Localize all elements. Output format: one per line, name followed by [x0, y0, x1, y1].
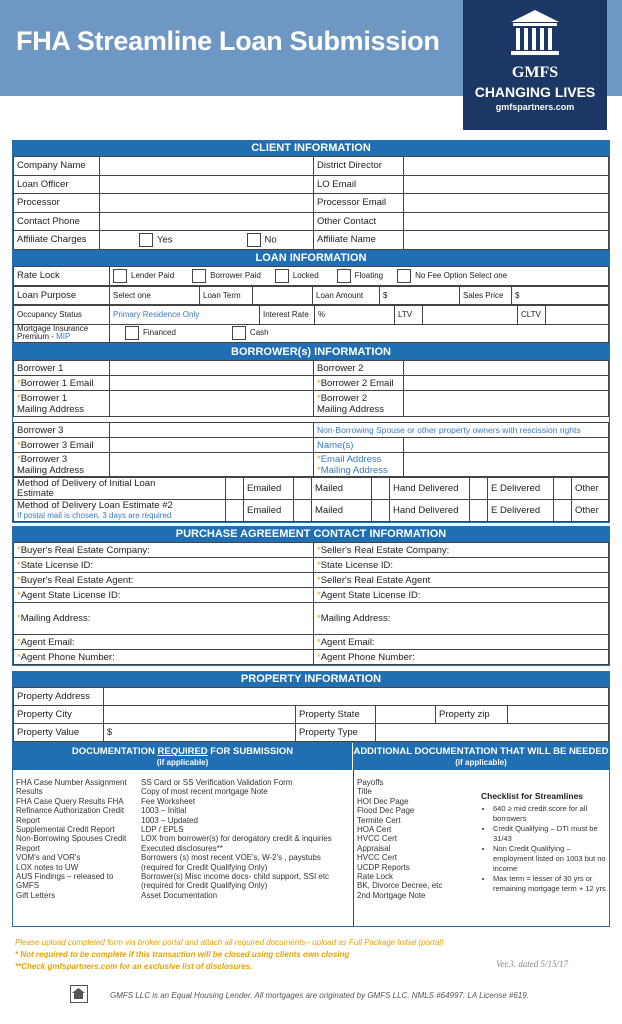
- b2-field[interactable]: [404, 361, 609, 376]
- non-borrowing-label: Non-Borrowing Spouse or other property owners with rescission rights: [314, 423, 609, 438]
- doc-item: FHA Case Query Results FHA: [16, 796, 124, 806]
- doc-item: Borrower(s) Misc income docs- child support, SSI etc: [141, 872, 330, 882]
- doc-item: GMFS: [16, 881, 40, 891]
- d2-edelivered-checkbox[interactable]: [470, 500, 488, 522]
- company-name-label: Company Name: [14, 157, 100, 176]
- floating-label: Floating: [354, 270, 384, 280]
- d2-emailed-checkbox[interactable]: [226, 500, 244, 522]
- docs-section: [12, 742, 610, 927]
- docs-additional-title: ADDITIONAL DOCUMENTATION THAT WILL BE NEEDED (if applicable): [353, 746, 609, 767]
- doc-item: VOM's and VOR's: [16, 853, 81, 863]
- delivery1-label: Method of Delivery of Initial Loan Estimate: [14, 478, 226, 500]
- borrower-section: [12, 344, 610, 523]
- doc-item: Report: [16, 843, 41, 853]
- b3-mail-field[interactable]: [110, 453, 314, 477]
- no-label: No: [264, 234, 277, 246]
- lo-email-label: LO Email: [314, 175, 404, 194]
- lender-paid-checkbox[interactable]: [113, 269, 127, 283]
- ltv-label: LTV: [395, 306, 423, 325]
- doc-item: Copy of most recent mortgage Note: [141, 787, 268, 797]
- property-section: [12, 671, 610, 743]
- doc-item: Rate Lock: [357, 872, 394, 882]
- property-value-label: Property Value: [14, 724, 104, 742]
- names-label: Name(s): [314, 438, 404, 453]
- affiliate-name-field[interactable]: [404, 231, 609, 250]
- district-director-field[interactable]: [404, 157, 609, 176]
- doc-item: 2nd Mortgage Note: [357, 890, 426, 900]
- b1-mail-label: *Borrower 1 Mailing Address: [14, 391, 110, 417]
- loan-amount-field[interactable]: $: [380, 286, 460, 305]
- b1-field[interactable]: [110, 361, 314, 376]
- docs-col3: [357, 778, 467, 900]
- property-state-label: Property State: [296, 706, 376, 724]
- processor-label: Processor: [14, 194, 100, 213]
- no-fee-label: No Fee Option: [415, 270, 468, 280]
- b3-email-label: *Borrower 3 Email: [14, 438, 110, 453]
- seller-agent-phone[interactable]: *Agent Phone Number:: [314, 650, 609, 665]
- docs-required-title: DOCUMENTATION REQUIRED FOR SUBMISSION (if applicable): [13, 743, 353, 770]
- b2-mail-label: *Borrower 2 Mailing Address: [314, 391, 404, 417]
- yes-checkbox[interactable]: [139, 233, 153, 247]
- doc-item: Report: [16, 815, 41, 825]
- processor-field[interactable]: [100, 194, 314, 213]
- cash-checkbox[interactable]: [232, 326, 246, 340]
- property-value-field[interactable]: $: [104, 724, 296, 742]
- seller-state-license[interactable]: *State License ID:: [314, 558, 609, 573]
- property-zip-label: Property zip: [436, 706, 508, 724]
- d2-other-checkbox[interactable]: [554, 500, 572, 522]
- doc-item: Borrowers (s) most recent VOE's, W-2's , paystubs: [141, 853, 321, 863]
- processor-email-field[interactable]: [404, 194, 609, 213]
- d2-mailed-label: Mailed: [312, 500, 372, 522]
- b3-mail-label: *Borrower 3 Mailing Address: [14, 453, 110, 477]
- d2-mailed-checkbox[interactable]: [294, 500, 312, 522]
- occupancy-select[interactable]: Primary Residence Only: [110, 306, 260, 325]
- doc-item: Non-Borrowing Spouses Credit: [16, 834, 127, 844]
- d1-emailed-checkbox[interactable]: [226, 478, 244, 500]
- borrower-paid-checkbox[interactable]: [192, 269, 206, 283]
- doc-item: HVCC Cert: [357, 834, 398, 844]
- logo-url: gmfspartners.com: [495, 102, 575, 112]
- borrower-paid-label: Borrower Paid: [210, 270, 261, 280]
- logo-name: GMFS: [511, 64, 559, 81]
- contact-phone-label: Contact Phone: [14, 212, 100, 231]
- floating-checkbox[interactable]: [337, 269, 351, 283]
- seller-agent[interactable]: *Seller's Real Estate Agent: [314, 573, 609, 588]
- names-field[interactable]: [404, 438, 609, 453]
- d1-other-label: Other: [572, 478, 609, 500]
- buyer-company[interactable]: *Buyer's Real Estate Company:: [14, 543, 314, 558]
- d2-edelivered-label: E Delivered: [488, 500, 554, 522]
- checklist-item: • 640 ≥ mid credit score for all borrowers: [493, 804, 606, 824]
- buyer-agent-email[interactable]: *Agent Email:: [14, 635, 314, 650]
- affiliate-charges-label: Affiliate Charges: [14, 231, 100, 250]
- property-city-field[interactable]: [104, 706, 296, 724]
- property-city-label: Property City: [14, 706, 104, 724]
- doc-item: (required for Credit Qualifying Only): [141, 881, 268, 891]
- doc-item: HOA Cert: [357, 825, 392, 835]
- locked-label: Locked: [292, 270, 319, 280]
- rate-lock-select[interactable]: Select one: [469, 270, 508, 280]
- checklist-item: • Non Credit Qualifying – employment listed on 1003 but no income: [493, 844, 606, 874]
- loan-officer-label: Loan Officer: [14, 175, 100, 194]
- equal-housing-icon: [70, 985, 88, 1003]
- loan-term-field[interactable]: [253, 286, 313, 305]
- b3-label: Borrower 3: [14, 423, 110, 438]
- d1-hand-checkbox[interactable]: [372, 478, 390, 500]
- sales-price-field[interactable]: $: [512, 286, 609, 305]
- doc-item: UCDP Reports: [357, 862, 410, 872]
- sales-price-label: Sales Price: [460, 286, 512, 305]
- no-checkbox[interactable]: [247, 233, 261, 247]
- loan-purpose-select[interactable]: Select one: [110, 286, 200, 305]
- interest-rate-label: Interest Rate: [260, 306, 315, 325]
- checklist: [481, 791, 606, 894]
- other-contact-field[interactable]: [404, 212, 609, 231]
- checklist-items: [481, 804, 606, 894]
- gmfs-logo: [463, 0, 607, 130]
- checklist-title: Checklist for Streamlines: [481, 791, 584, 801]
- upload-note: Please upload completed form via broker portal and attach all required documents– upload as Full Package Initial (portal): [15, 938, 444, 947]
- d2-hand-label: Hand Delivered: [390, 500, 470, 522]
- doc-item: HVCC Cert: [357, 853, 398, 863]
- note-2: **Check gmfspartners.com for an exclusive list of disclosures.: [15, 962, 253, 971]
- doc-item: LOX from borrower(s) for derogatory credit & inquiries: [141, 834, 332, 844]
- property-title: PROPERTY INFORMATION: [13, 672, 609, 687]
- purchase-section: [12, 526, 610, 666]
- b2-email-field[interactable]: [404, 376, 609, 391]
- doc-item: Flood Dec Page: [357, 806, 415, 816]
- d2-emailed-label: Emailed: [244, 500, 294, 522]
- rate-lock-label: Rate Lock: [14, 267, 110, 286]
- docs-col1: [16, 778, 138, 900]
- yes-label: Yes: [157, 234, 173, 246]
- mip-label: Mortgage Insurance Premium - MIP: [14, 324, 110, 343]
- doc-item: AUS Findings – released to: [16, 872, 114, 882]
- property-zip-field[interactable]: [508, 706, 609, 724]
- lender-paid-label: Lender Paid: [131, 270, 175, 280]
- loan-officer-field[interactable]: [100, 175, 314, 194]
- property-type-label: Property Type: [296, 724, 376, 742]
- doc-item: Refinance Authorization Credit: [16, 806, 125, 816]
- b1-email-label: *Borrower 1 Email: [14, 376, 110, 391]
- buyer-mailing[interactable]: *Mailing Address:: [14, 603, 314, 635]
- seller-mailing[interactable]: *Mailing Address:: [314, 603, 609, 635]
- doc-item: LOX notes to UW: [16, 862, 79, 872]
- checklist-item: • Credit Qualifying – DTI must be 31/43: [493, 824, 606, 844]
- loan-title: LOAN INFORMATION: [13, 251, 609, 266]
- lo-email-field[interactable]: [404, 175, 609, 194]
- seller-agent-license[interactable]: *Agent State License ID:: [314, 588, 609, 603]
- doc-item: (required for Credit Qualifying Only): [141, 862, 268, 872]
- property-address-label: Property Address: [14, 688, 104, 706]
- note-1: * Not required to be complete if this transaction will be closed using clients own closing: [15, 950, 350, 959]
- doc-item: Executed disclosures**: [141, 843, 223, 853]
- property-state-field[interactable]: [376, 706, 436, 724]
- d1-mailed-checkbox[interactable]: [294, 478, 312, 500]
- doc-item: Appraisal: [357, 843, 391, 853]
- d1-other-checkbox[interactable]: [554, 478, 572, 500]
- doc-item: LDP / EPLS: [141, 825, 184, 835]
- logo-tagline: CHANGING LIVES: [474, 84, 596, 100]
- d1-hand-label: Hand Delivered: [390, 478, 470, 500]
- contact-phone-field[interactable]: [100, 212, 314, 231]
- doc-item: 1003 – Initial: [141, 806, 187, 816]
- doc-item: Asset Documentation: [141, 890, 218, 900]
- buyer-agent[interactable]: *Buyer's Real Estate Agent:: [14, 573, 314, 588]
- d2-other-label: Other: [572, 500, 609, 522]
- affiliate-name-label: Affiliate Name: [314, 231, 404, 250]
- doc-item: Supplemental Credit Report: [16, 825, 115, 835]
- seller-company[interactable]: *Seller's Real Estate Company:: [314, 543, 609, 558]
- checklist-item: • Max term = lesser of 30 yrs or remaining mortgage term + 12 yrs: [493, 874, 606, 894]
- b1-email-field[interactable]: [110, 376, 314, 391]
- d2-hand-checkbox[interactable]: [372, 500, 390, 522]
- company-name-field[interactable]: [100, 157, 314, 176]
- doc-item: FHA Case Number Assignment: [16, 778, 127, 787]
- d1-edelivered-label: E Delivered: [488, 478, 554, 500]
- b3-field[interactable]: [110, 423, 314, 438]
- loan-term-label: Loan Term: [200, 286, 253, 305]
- purchase-title: PURCHASE AGREEMENT CONTACT INFORMATION: [13, 527, 609, 542]
- buyer-agent-phone[interactable]: *Agent Phone Number:: [14, 650, 314, 665]
- property-type-field[interactable]: [376, 724, 609, 742]
- doc-item: HOI Dec Page: [357, 796, 409, 806]
- page-title: FHA Streamline Loan Submission: [16, 26, 440, 56]
- legal-text: GMFS LLC is an Equal Housing Lender. All mortgages are originated by GMFS LLC. NMLS #64997. LA License #619.: [110, 991, 529, 1000]
- building-icon: [507, 8, 563, 58]
- loan-purpose-label: Loan Purpose: [14, 286, 110, 305]
- client-section: [12, 140, 610, 251]
- occupancy-label: Occupancy Status: [14, 306, 110, 325]
- processor-email-label: Processor Email: [314, 194, 404, 213]
- loan-section: [12, 250, 610, 344]
- loan-amount-label: Loan Amount: [313, 286, 380, 305]
- ltv-field[interactable]: [423, 306, 518, 325]
- b1-label: Borrower 1: [14, 361, 110, 376]
- doc-item: Fee Worksheet: [141, 796, 196, 806]
- doc-item: 1003 – Updated: [141, 815, 198, 825]
- cltv-label: CLTV: [518, 306, 546, 325]
- financed-label: Financed: [143, 328, 176, 338]
- property-address-field[interactable]: [104, 688, 609, 706]
- doc-item: Title: [357, 787, 372, 797]
- doc-item: Termite Cert: [357, 815, 401, 825]
- doc-item: Payoffs: [357, 778, 384, 787]
- d1-emailed-label: Emailed: [244, 478, 294, 500]
- doc-item: SS Card or SS Verification Validation Form: [141, 778, 293, 787]
- cltv-field[interactable]: [546, 306, 609, 325]
- seller-agent-email[interactable]: *Agent Email:: [314, 635, 609, 650]
- version: Ver.3. dated 5/15/17: [496, 959, 568, 969]
- d1-edelivered-checkbox[interactable]: [470, 478, 488, 500]
- docs-col2: [141, 778, 351, 900]
- doc-item: BK, Divorce Decree, etc: [357, 881, 443, 891]
- other-contact-label: Other Contact: [314, 212, 404, 231]
- b2-label: Borrower 2: [314, 361, 404, 376]
- interest-rate-field[interactable]: %: [315, 306, 395, 325]
- borrower-title: BORROWER(s) INFORMATION: [13, 345, 609, 360]
- cash-label: Cash: [249, 328, 269, 338]
- district-director-label: District Director: [314, 157, 404, 176]
- buyer-state-license[interactable]: *State License ID:: [14, 558, 314, 573]
- doc-item: Gift Letters: [16, 890, 56, 900]
- no-fee-checkbox[interactable]: [397, 269, 411, 283]
- locked-checkbox[interactable]: [275, 269, 289, 283]
- buyer-agent-license[interactable]: *Agent State License ID:: [14, 588, 314, 603]
- doc-item: Results: [16, 787, 43, 797]
- b1-mail-field[interactable]: [110, 391, 314, 417]
- nb-email-label: *Email Address *Mailing Address: [314, 453, 404, 477]
- b3-email-field[interactable]: [110, 438, 314, 453]
- b2-mail-field[interactable]: [404, 391, 609, 417]
- financed-checkbox[interactable]: [125, 326, 139, 340]
- b2-email-label: *Borrower 2 Email: [314, 376, 404, 391]
- delivery2-label: Method of Delivery Loan Estimate #2 If postal mail is chosen, 3 days are required: [14, 500, 226, 522]
- nb-email-field[interactable]: [404, 453, 609, 477]
- d1-mailed-label: Mailed: [312, 478, 372, 500]
- client-title: CLIENT INFORMATION: [13, 141, 609, 156]
